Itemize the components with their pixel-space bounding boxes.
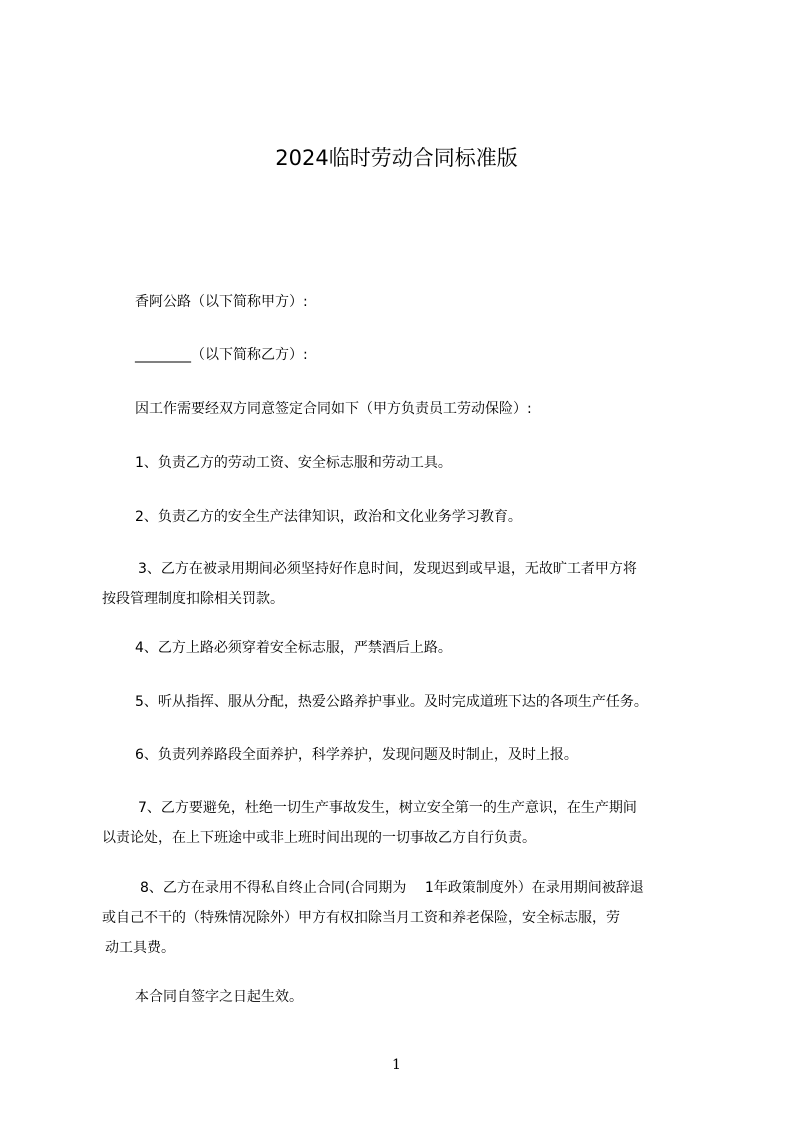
intro-text: 因工作需要经双方同意签定合同如下（甲方负责员工劳动保险）: [135,401,532,417]
party-b-text: ________（以下简称乙方）: [135,347,308,363]
clause-8-line-1: 8、乙方在录用不得私自终止合同(合同期为 1年政策制度外）在录用期间被辞退 [140,880,644,896]
clause-8-line-2: 或自己不干的（特殊情况除外）甲方有权扣除当月工资和养老保险，安全标志服，劳 [102,910,620,926]
document-title: 2024临时劳动合同标准版 [275,146,518,170]
clause-8-line-3: 动工具费。 [105,940,175,956]
clause-8 [102,873,722,963]
clause-7-line-2: 以责论处，在上下班途中或非上班时间出现的一切事故乙方自行负责。 [102,830,536,846]
clause-7 [102,793,722,853]
closing-text: 本合同自签字之日起生效。 [135,989,303,1005]
clause-2 [102,502,722,532]
clause-7-line-1: 7、乙方要避免，杜绝一切生产事故发生，树立安全第一的生产意识，在生产期间 [138,800,637,816]
party-a-text: 香阿公路（以下简称甲方）: [135,294,308,310]
clause-1 [102,448,722,478]
intro-paragraph [102,394,722,424]
clause-3-line-2: 按段管理制度扣除相关罚款。 [102,591,284,607]
clause-6 [102,740,722,770]
clause-4 [102,633,722,663]
closing-paragraph [102,982,722,1012]
clause-4-line-1: 4、乙方上路必须穿着安全标志服，严禁酒后上路。 [135,640,452,656]
page-number: 1 [392,1057,401,1073]
clause-6-line-1: 6、负责列养路段全面养护，科学养护，发现问题及时制止，及时上报。 [135,747,578,763]
clause-5-line-1: 5、听从指挥、服从分配，热爱公路养护事业。及时完成道班下达的各项生产任务。 [135,694,648,710]
clause-3 [102,554,722,614]
clause-3-line-1: 3、乙方在被录用期间必须坚持好作息时间，发现迟到或早退，无故旷工者甲方将 [138,561,637,577]
party-a-line [102,287,722,317]
clause-2-line-1: 2、负责乙方的安全生产法律知识，政治和文化业务学习教育。 [135,509,522,525]
clause-1-line-1: 1、负责乙方的劳动工资、安全标志服和劳动工具。 [135,455,452,471]
party-b-line [102,340,722,370]
clause-5 [102,687,722,717]
